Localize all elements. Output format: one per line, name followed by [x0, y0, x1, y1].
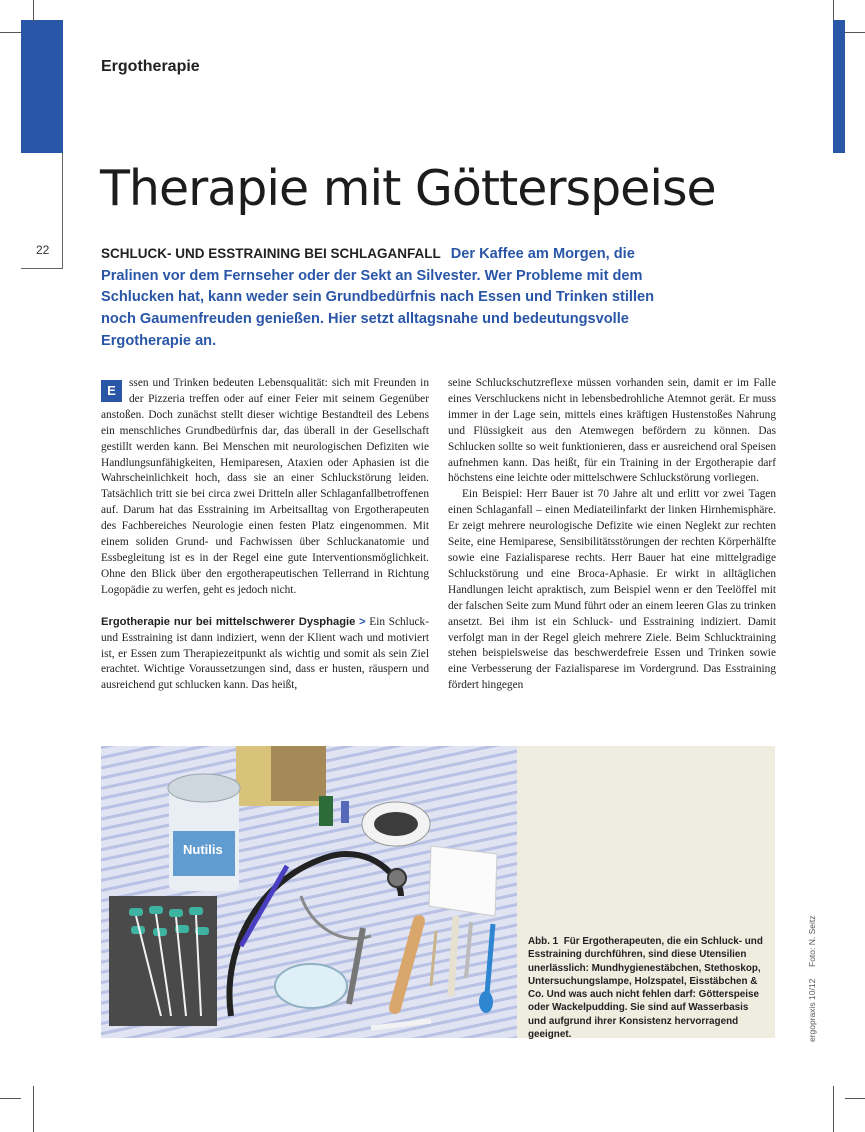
utensils-photo [101, 746, 517, 1038]
bottle [341, 801, 349, 823]
drop-cap: E [101, 380, 122, 402]
paragraph: Ein Beispiel: Herr Bauer ist 70 Jahre alt und erlitt vor zwei Tagen einen Schlaganfall – einen Mediateilinfarkt der linken Hirnhemisphäre. Er zeigt mehrere neurologische Defizite wie einen Neglekt zur rechten Seite, eine Hemiparese, Sensibilitätsstörungen der rechten Körperhälfte sowie eine Fazialisparese rechts. Herr Bauer hat eine mittelgradige Schluckstörung und eine Broca-Aphasie. Er wirkt in alltäglichen Handlungen leicht apraktisch, zum Beispiel wenn er den Teelöffel mit der falschen Seite zum Mund führt oder an einem leeren Glas zu trinken ansetzt. Bei ihm ist ein Schluck- und Esstraining indiziert. Damit verfolgt man in der Regel gleich mehrere Ziele. Beim Schlucktraining stehen beispielsweise das beschwerdefreie Essen und Trinken sowie eine Verbesserung der Fazialisparese im Vordergrund. Das Esstraining fördert hingegen [448, 488, 776, 692]
figure-label: Abb. 1 [528, 936, 559, 947]
crop-mark [0, 32, 21, 33]
photo-credit: Foto: N. Seitz [807, 915, 817, 967]
journal-issue: ergopraxis 10/12 [807, 978, 817, 1042]
color-tab-right [833, 20, 845, 153]
color-tab-left [21, 20, 63, 153]
article-lead [101, 243, 681, 353]
body-column-2 [448, 376, 776, 694]
bottle [319, 796, 333, 826]
subheading: Ergotherapie nur bei mittelschwerer Dysphagie [101, 615, 356, 628]
can-label: Nutilis [183, 842, 223, 857]
caption-text: Für Ergotherapeuten, die ein Schluck- und Esstraining durchführen, sind diese Utensilien unerlässlich: Mundhygienestäbchen, Stethoskop, Untersuchungslampe, Holzspatel, Eisstäbchen & Co. Und was auch nicht fehlen darf: Götterspeise oder Wackelpudding. Sie sind auf Wasserbasis und aufgrund ihrer Konsistenz hervorragend geeignet. [528, 936, 763, 1041]
crop-mark [845, 1098, 865, 1099]
paragraph: seine Schluckschutzreflexe müssen vorhanden sein, damit er im Falle eines Verschluckens nicht in lebensbedrohliche Atemnot gerät. Er muss immer in der Lage sein, mittels eines kräftigen Hustenstoßes Nahrung und Flüssigkeit aus den Atemwegen befördern zu können. Das Schlucken sollte so weit funktionieren, dass er ausreichend oral Speisen aufnehmen kann. Das heißt, für ein Training in der Ergotherapie darf höchstens eine leichte oder mittelschwere Schluckstörung vorliegen. [448, 377, 776, 485]
crop-mark [33, 0, 34, 22]
arrow-icon: > [359, 615, 366, 628]
article-title: Therapie mit Götterspeise [100, 160, 716, 217]
page-number: 22 [36, 243, 50, 257]
crop-mark [33, 1086, 34, 1132]
article-kicker: SCHLUCK- UND ESSTRAINING BEI SCHLAGANFALL [101, 246, 441, 261]
lead-text: Der Kaffee am Morgen, die Pralinen vor dem Fernseher oder der Sekt an Silvester. Wer Probleme mit dem Schlucken hat, kann weder sein Grundbedürfnis nach Essen und Trinken stillen noch Gaumenfreuden genießen. Hier setzt alltagsnahe und bedeutungsvolle Ergotherapie an. [101, 246, 655, 349]
figure-caption [528, 935, 766, 1041]
napkin [429, 846, 497, 916]
water-glass [275, 964, 347, 1008]
paragraph: E ssen und Trinken bedeuten Lebensqualität: sich mit Freunden in der Pizzeria treffen oder auf einer Feier mit seinem Gegenüber anstoßen. Doch zunächst stellt dieser wichtige Bestandteil des Lebens ein menschliches Grundbedürfnis dar, das überall in der Gesellschaft gestillt werden kann. Bei Menschen mit neurologischen Defiziten wie Handlungsunfähigkeiten, Hemiparesen, Ataxien oder Aphasien ist die Wahrscheinlichkeit hoch, dass sie an einer Schluckstörung leiden. Tatsächlich tritt sie bei circa zwei Dritteln aller Schlaganfallbetroffenen auf. Darum hat das Esstraining im Arbeitsalltag von Ergotherapeuten des Fachbereiches Neurologie einen festen Platz eingenommen. Mit einem soliden Grund- und Fachwissen über Schluckanatomie und Essbegleitung ist es in der Regel eine gute Interventionsmöglichkeit. Ohne den Blick über den ergotherapeutischen Tellerrand in Richtung Logopädie zu werfen, geht es jedoch nicht. [101, 377, 429, 596]
crop-mark [0, 1098, 21, 1099]
crop-mark [845, 32, 865, 33]
margin-rule [62, 153, 63, 268]
crop-mark [833, 0, 834, 20]
margin-rule [21, 268, 63, 269]
crop-mark [833, 1086, 834, 1132]
body-column-1 [101, 376, 429, 694]
stick [451, 916, 456, 996]
paragraph-with-subhead: Ergotherapie nur bei mittelschwerer Dysphagie > Ein Schluck- und Esstraining ist dann indiziert, wenn der Klient wach und motiviert ist, er Essen zum Therapiezeitpunkt als wichtig und somit als sein Ziel erachtet. Wichtige Voraussetzungen sind, dass er husten, räuspern und ausreichend gut schlucken kann. Das heißt, [101, 615, 429, 692]
figure-photo [101, 746, 517, 1038]
section-label: Ergotherapie [101, 58, 200, 75]
